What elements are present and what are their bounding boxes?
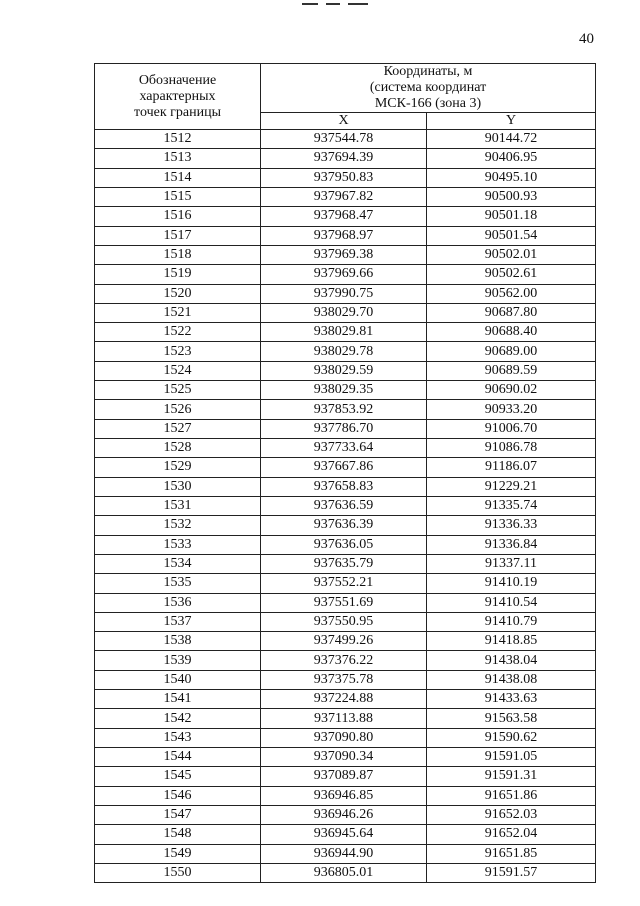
table-row: [95, 554, 596, 573]
x-coordinate-cell: 938029.78: [261, 342, 427, 361]
x-coordinate-cell: 937636.59: [261, 496, 427, 515]
y-coordinate-cell: 91335.74: [427, 496, 596, 515]
table-row: [95, 709, 596, 728]
table-row: [95, 612, 596, 631]
point-id-cell: 1541: [95, 690, 261, 709]
y-coordinate-cell: 91651.85: [427, 844, 596, 863]
point-id-cell: 1514: [95, 168, 261, 187]
table-row: [95, 593, 596, 612]
x-coordinate-cell: 937550.95: [261, 612, 427, 631]
point-id-cell: 1542: [95, 709, 261, 728]
point-id-cell: 1518: [95, 245, 261, 264]
y-coordinate-cell: 90501.54: [427, 226, 596, 245]
table-row: [95, 226, 596, 245]
table-row: [95, 284, 596, 303]
y-coordinate-cell: 91086.78: [427, 439, 596, 458]
scan-header-mark: [302, 0, 372, 6]
x-coordinate-cell: 937544.78: [261, 130, 427, 149]
point-id-cell: 1520: [95, 284, 261, 303]
y-coordinate-cell: 91591.31: [427, 767, 596, 786]
y-coordinate-cell: 90495.10: [427, 168, 596, 187]
y-coordinate-cell: 91410.54: [427, 593, 596, 612]
header-coords-line: МСК-166 (зона 3): [374, 96, 482, 111]
table-row: [95, 265, 596, 284]
y-coordinate-cell: 91006.70: [427, 419, 596, 438]
y-coordinate-cell: 90406.95: [427, 149, 596, 168]
table-row: [95, 245, 596, 264]
x-coordinate-cell: 937969.66: [261, 265, 427, 284]
point-id-cell: 1537: [95, 612, 261, 631]
x-coordinate-cell: 936946.26: [261, 805, 427, 824]
x-coordinate-cell: 937733.64: [261, 439, 427, 458]
x-coordinate-cell: 937968.97: [261, 226, 427, 245]
header-point-line: характерных: [139, 88, 216, 104]
table-row: [95, 728, 596, 747]
table-row: [95, 168, 596, 187]
table-row: [95, 825, 596, 844]
table-row: [95, 632, 596, 651]
point-id-cell: 1539: [95, 651, 261, 670]
point-id-cell: 1540: [95, 670, 261, 689]
point-id-cell: 1513: [95, 149, 261, 168]
x-coordinate-cell: 937090.34: [261, 748, 427, 767]
y-coordinate-cell: 91438.04: [427, 651, 596, 670]
x-coordinate-cell: 937552.21: [261, 574, 427, 593]
x-coordinate-cell: 938029.81: [261, 323, 427, 342]
table-row: [95, 149, 596, 168]
y-coordinate-cell: 91651.86: [427, 786, 596, 805]
x-coordinate-cell: 937089.87: [261, 767, 427, 786]
x-coordinate-cell: 937968.47: [261, 207, 427, 226]
point-id-cell: 1526: [95, 400, 261, 419]
point-id-cell: 1544: [95, 748, 261, 767]
table-row: [95, 361, 596, 380]
point-id-cell: 1517: [95, 226, 261, 245]
point-id-cell: 1533: [95, 535, 261, 554]
table-row: [95, 439, 596, 458]
header-x: X: [261, 113, 427, 130]
point-id-cell: 1529: [95, 458, 261, 477]
table-row: [95, 381, 596, 400]
table-row: [95, 207, 596, 226]
point-id-cell: 1536: [95, 593, 261, 612]
x-coordinate-cell: 937658.83: [261, 477, 427, 496]
point-id-cell: 1535: [95, 574, 261, 593]
table-row: [95, 670, 596, 689]
y-coordinate-cell: 91591.57: [427, 863, 596, 882]
point-id-cell: 1515: [95, 187, 261, 206]
point-id-cell: 1534: [95, 554, 261, 573]
x-coordinate-cell: 937376.22: [261, 651, 427, 670]
x-coordinate-cell: 937853.92: [261, 400, 427, 419]
point-id-cell: 1521: [95, 303, 261, 322]
point-id-cell: 1550: [95, 863, 261, 882]
y-coordinate-cell: 91336.84: [427, 535, 596, 554]
table-row: [95, 400, 596, 419]
y-coordinate-cell: 91591.05: [427, 748, 596, 767]
y-coordinate-cell: 91652.04: [427, 825, 596, 844]
point-id-cell: 1516: [95, 207, 261, 226]
point-id-cell: 1525: [95, 381, 261, 400]
point-id-cell: 1530: [95, 477, 261, 496]
x-coordinate-cell: 937950.83: [261, 168, 427, 187]
x-coordinate-cell: 936946.85: [261, 786, 427, 805]
point-id-cell: 1512: [95, 130, 261, 149]
table-row: [95, 748, 596, 767]
table-row: [95, 342, 596, 361]
point-id-cell: 1546: [95, 786, 261, 805]
table-row: [95, 690, 596, 709]
x-coordinate-cell: 937786.70: [261, 419, 427, 438]
x-coordinate-cell: 937667.86: [261, 458, 427, 477]
x-coordinate-cell: 936945.64: [261, 825, 427, 844]
table-row: [95, 651, 596, 670]
x-coordinate-cell: 936805.01: [261, 863, 427, 882]
point-id-cell: 1523: [95, 342, 261, 361]
table-body: [95, 130, 596, 883]
table-row: [95, 187, 596, 206]
coordinates-table: [94, 63, 596, 883]
point-id-cell: 1522: [95, 323, 261, 342]
table-row: [95, 130, 596, 149]
y-coordinate-cell: 90562.00: [427, 284, 596, 303]
x-coordinate-cell: 937635.79: [261, 554, 427, 573]
y-coordinate-cell: 91433.63: [427, 690, 596, 709]
table-row: [95, 844, 596, 863]
table-row: [95, 303, 596, 322]
y-coordinate-cell: 91186.07: [427, 458, 596, 477]
point-id-cell: 1531: [95, 496, 261, 515]
header-coords-line: (система координат: [369, 80, 487, 95]
x-coordinate-cell: 937375.78: [261, 670, 427, 689]
point-id-cell: 1548: [95, 825, 261, 844]
y-coordinate-cell: 90502.61: [427, 265, 596, 284]
point-id-cell: 1545: [95, 767, 261, 786]
table-row: [95, 516, 596, 535]
y-coordinate-cell: 91229.21: [427, 477, 596, 496]
header-y: Y: [427, 113, 596, 130]
header-coordinates: [261, 64, 596, 113]
y-coordinate-cell: 91410.19: [427, 574, 596, 593]
y-coordinate-cell: 90502.01: [427, 245, 596, 264]
x-coordinate-cell: 937113.88: [261, 709, 427, 728]
y-coordinate-cell: 91563.58: [427, 709, 596, 728]
x-coordinate-cell: 937969.38: [261, 245, 427, 264]
x-coordinate-cell: 937499.26: [261, 632, 427, 651]
table-row: [95, 863, 596, 882]
y-coordinate-cell: 91418.85: [427, 632, 596, 651]
x-coordinate-cell: 938029.35: [261, 381, 427, 400]
x-coordinate-cell: 936944.90: [261, 844, 427, 863]
y-coordinate-cell: 90501.18: [427, 207, 596, 226]
y-coordinate-cell: 91337.11: [427, 554, 596, 573]
x-coordinate-cell: 937694.39: [261, 149, 427, 168]
x-coordinate-cell: 937967.82: [261, 187, 427, 206]
table-row: [95, 477, 596, 496]
x-coordinate-cell: 937636.05: [261, 535, 427, 554]
x-coordinate-cell: 937224.88: [261, 690, 427, 709]
point-id-cell: 1519: [95, 265, 261, 284]
y-coordinate-cell: 91590.62: [427, 728, 596, 747]
point-id-cell: 1524: [95, 361, 261, 380]
x-coordinate-cell: 937636.39: [261, 516, 427, 535]
y-coordinate-cell: 90144.72: [427, 130, 596, 149]
point-id-cell: 1547: [95, 805, 261, 824]
header-point-designation: [95, 64, 261, 130]
x-coordinate-cell: 938029.59: [261, 361, 427, 380]
x-coordinate-cell: 937090.80: [261, 728, 427, 747]
point-id-cell: 1538: [95, 632, 261, 651]
table-row: [95, 496, 596, 515]
y-coordinate-cell: 91336.33: [427, 516, 596, 535]
table-row: [95, 458, 596, 477]
page-number: 40: [579, 31, 594, 47]
table-row: [95, 767, 596, 786]
table-row: [95, 323, 596, 342]
y-coordinate-cell: 90689.00: [427, 342, 596, 361]
table-row: [95, 535, 596, 554]
point-id-cell: 1543: [95, 728, 261, 747]
y-coordinate-cell: 90690.02: [427, 381, 596, 400]
table-row: [95, 805, 596, 824]
x-coordinate-cell: 937990.75: [261, 284, 427, 303]
y-coordinate-cell: 90687.80: [427, 303, 596, 322]
y-coordinate-cell: 90500.93: [427, 187, 596, 206]
y-coordinate-cell: 90689.59: [427, 361, 596, 380]
y-coordinate-cell: 90688.40: [427, 323, 596, 342]
y-coordinate-cell: 91652.03: [427, 805, 596, 824]
point-id-cell: 1532: [95, 516, 261, 535]
table-row: [95, 786, 596, 805]
header-coords-line: Координаты, м: [383, 64, 473, 79]
header-point-line: Обозначение: [138, 72, 217, 88]
header-point-line: точек границы: [134, 104, 221, 120]
table-row: [95, 419, 596, 438]
y-coordinate-cell: 91438.08: [427, 670, 596, 689]
point-id-cell: 1549: [95, 844, 261, 863]
x-coordinate-cell: 938029.70: [261, 303, 427, 322]
y-coordinate-cell: 90933.20: [427, 400, 596, 419]
point-id-cell: 1527: [95, 419, 261, 438]
x-coordinate-cell: 937551.69: [261, 593, 427, 612]
table-row: [95, 574, 596, 593]
y-coordinate-cell: 91410.79: [427, 612, 596, 631]
point-id-cell: 1528: [95, 439, 261, 458]
